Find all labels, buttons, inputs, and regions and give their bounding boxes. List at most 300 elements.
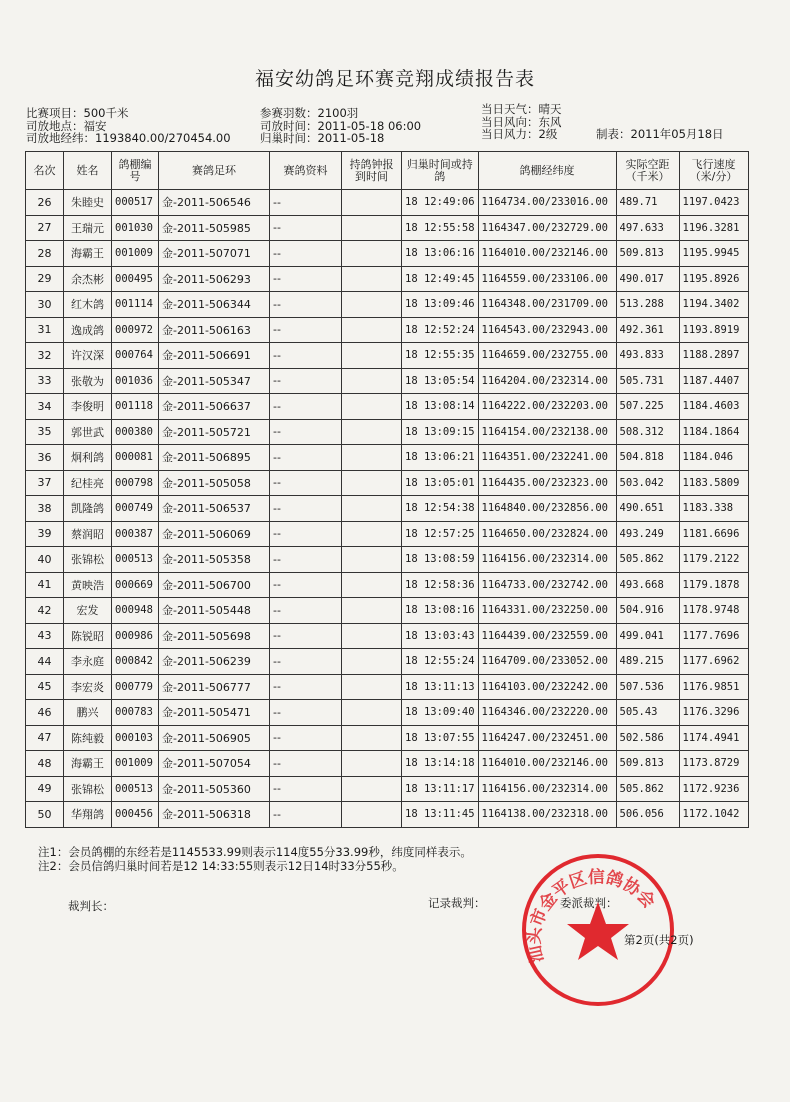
table-row xyxy=(26,649,749,675)
cell-loft: 000798 xyxy=(112,470,159,496)
cell-coord: 1164733.00/232742.00 xyxy=(478,572,616,598)
cell-loft: 000764 xyxy=(112,343,159,369)
cell-time: 18 12:57:25 xyxy=(402,521,479,547)
cell-coord: 1164435.00/232323.00 xyxy=(478,470,616,496)
cell-speed: 1176.9851 xyxy=(679,674,748,700)
cell-ring: 金-2011-506069 xyxy=(159,521,270,547)
cell-clock xyxy=(342,445,402,471)
cell-speed: 1178.9748 xyxy=(679,598,748,624)
cell-info: -- xyxy=(270,521,342,547)
cell-info: -- xyxy=(270,317,342,343)
cell-dist: 506.056 xyxy=(616,802,679,828)
cell-name: 蔡润昭 xyxy=(64,521,112,547)
cell-rank: 48 xyxy=(26,751,64,777)
cell-info: -- xyxy=(270,776,342,802)
table-row xyxy=(26,419,749,445)
cell-speed: 1184.1864 xyxy=(679,419,748,445)
cell-rank: 36 xyxy=(26,445,64,471)
cell-ring: 金-2011-505698 xyxy=(159,623,270,649)
table-row xyxy=(26,394,749,420)
cell-dist: 490.651 xyxy=(616,496,679,522)
cell-ring: 金-2011-507071 xyxy=(159,241,270,267)
cell-info: -- xyxy=(270,394,342,420)
cell-clock xyxy=(342,802,402,828)
cell-loft: 001009 xyxy=(112,241,159,267)
cell-rank: 31 xyxy=(26,317,64,343)
cell-clock xyxy=(342,776,402,802)
return-date: 归巢时间：2011-05-18 xyxy=(260,131,385,145)
cell-name: 陈锐昭 xyxy=(64,623,112,649)
wind-direction: 当日风向：东风 xyxy=(481,114,562,129)
cell-loft: 000517 xyxy=(112,190,159,216)
cell-speed: 1188.2897 xyxy=(679,343,748,369)
cell-time: 18 13:05:01 xyxy=(402,470,479,496)
table-row xyxy=(26,266,749,292)
cell-coord: 1164351.00/232241.00 xyxy=(478,445,616,471)
seal-text-path: 汕头市金平区信鸽协会 xyxy=(524,867,659,965)
cell-time: 18 12:49:06 xyxy=(402,190,479,216)
entry-count: 参赛羽数：2100羽 xyxy=(260,106,359,120)
cell-time: 18 13:14:18 xyxy=(402,751,479,777)
table-row xyxy=(26,496,749,522)
col-clock: 持鸽钟报到时间 xyxy=(342,152,402,190)
wind-force: 当日风力：2级 xyxy=(481,127,558,141)
col-name: 姓名 xyxy=(64,152,112,190)
cell-clock xyxy=(342,241,402,267)
cell-coord: 1164010.00/232146.00 xyxy=(478,241,616,267)
table-row xyxy=(26,521,749,547)
cell-ring: 金-2011-505471 xyxy=(159,700,270,726)
cell-name: 陈纯毅 xyxy=(64,725,112,751)
cell-info: -- xyxy=(270,649,342,675)
cell-coord: 1164138.00/232318.00 xyxy=(478,802,616,828)
cell-time: 18 13:08:14 xyxy=(402,394,479,420)
cell-loft: 000513 xyxy=(112,776,159,802)
cell-speed: 1194.3402 xyxy=(679,292,748,318)
cell-speed: 1184.4603 xyxy=(679,394,748,420)
cell-ring: 金-2011-505347 xyxy=(159,368,270,394)
cell-info: -- xyxy=(270,343,342,369)
cell-coord: 1164439.00/232559.00 xyxy=(478,623,616,649)
cell-ring: 金-2011-505358 xyxy=(159,547,270,573)
cell-rank: 26 xyxy=(26,190,64,216)
cell-name: 黄映浩 xyxy=(64,572,112,598)
cell-info: -- xyxy=(270,266,342,292)
cell-rank: 43 xyxy=(26,623,64,649)
cell-clock xyxy=(342,292,402,318)
table-row xyxy=(26,802,749,828)
cell-dist: 505.731 xyxy=(616,368,679,394)
cell-loft: 000495 xyxy=(112,266,159,292)
results-table xyxy=(25,151,749,828)
cell-time: 18 13:11:17 xyxy=(402,776,479,802)
cell-dist: 507.536 xyxy=(616,674,679,700)
cell-dist: 489.215 xyxy=(616,649,679,675)
cell-loft: 000387 xyxy=(112,521,159,547)
cell-clock xyxy=(342,674,402,700)
cell-speed: 1174.4941 xyxy=(679,725,748,751)
cell-speed: 1183.338 xyxy=(679,496,748,522)
cell-name: 李永庭 xyxy=(64,649,112,675)
cell-info: -- xyxy=(270,572,342,598)
cell-loft: 000779 xyxy=(112,674,159,700)
release-coords: 司放地经纬：1193840.00/270454.00 xyxy=(26,131,231,145)
cell-dist: 490.017 xyxy=(616,266,679,292)
cell-clock xyxy=(342,725,402,751)
cell-dist: 499.041 xyxy=(616,623,679,649)
cell-speed: 1177.6962 xyxy=(679,649,748,675)
cell-loft: 000081 xyxy=(112,445,159,471)
cell-name: 郭世武 xyxy=(64,419,112,445)
cell-speed: 1172.9236 xyxy=(679,776,748,802)
cell-dist: 504.916 xyxy=(616,598,679,624)
cell-dist: 497.633 xyxy=(616,215,679,241)
col-time: 归巢时间或持鸽 xyxy=(402,152,479,190)
table-row xyxy=(26,317,749,343)
cell-loft: 000948 xyxy=(112,598,159,624)
cell-info: -- xyxy=(270,674,342,700)
cell-ring: 金-2011-505985 xyxy=(159,215,270,241)
cell-coord: 1164348.00/231709.00 xyxy=(478,292,616,318)
table-header xyxy=(26,152,749,190)
cell-loft: 001114 xyxy=(112,292,159,318)
race-info-middle xyxy=(260,107,421,145)
cell-ring: 金-2011-506344 xyxy=(159,292,270,318)
cell-rank: 38 xyxy=(26,496,64,522)
cell-loft: 001118 xyxy=(112,394,159,420)
cell-time: 18 13:11:13 xyxy=(402,674,479,700)
cell-ring: 金-2011-506777 xyxy=(159,674,270,700)
cell-coord: 1164154.00/232138.00 xyxy=(478,419,616,445)
cell-rank: 34 xyxy=(26,394,64,420)
cell-rank: 46 xyxy=(26,700,64,726)
cell-name: 李俊明 xyxy=(64,394,112,420)
cell-info: -- xyxy=(270,547,342,573)
cell-dist: 505.43 xyxy=(616,700,679,726)
cell-ring: 金-2011-505360 xyxy=(159,776,270,802)
cell-name: 朱睦史 xyxy=(64,190,112,216)
cell-dist: 509.813 xyxy=(616,241,679,267)
cell-time: 18 12:52:24 xyxy=(402,317,479,343)
cell-rank: 27 xyxy=(26,215,64,241)
cell-loft: 000749 xyxy=(112,496,159,522)
cell-time: 18 13:09:15 xyxy=(402,419,479,445)
cell-name: 王瑞元 xyxy=(64,215,112,241)
cell-coord: 1164010.00/232146.00 xyxy=(478,751,616,777)
cell-time: 18 13:05:54 xyxy=(402,368,479,394)
cell-rank: 45 xyxy=(26,674,64,700)
table-row xyxy=(26,623,749,649)
official-seal xyxy=(518,850,678,1010)
cell-clock xyxy=(342,394,402,420)
cell-clock xyxy=(342,317,402,343)
cell-ring: 金-2011-506700 xyxy=(159,572,270,598)
cell-dist: 489.71 xyxy=(616,190,679,216)
cell-loft: 000380 xyxy=(112,419,159,445)
table-row xyxy=(26,368,749,394)
cell-info: -- xyxy=(270,190,342,216)
cell-clock xyxy=(342,496,402,522)
cell-dist: 493.833 xyxy=(616,343,679,369)
page-title: 福安幼鸽足环赛竞翔成绩报告表 xyxy=(254,68,535,90)
cell-info: -- xyxy=(270,496,342,522)
col-coords: 鸽棚经纬度 xyxy=(478,152,616,190)
cell-info: -- xyxy=(270,700,342,726)
release-place: 司放地点：福安 xyxy=(26,118,107,133)
cell-clock xyxy=(342,343,402,369)
cell-info: -- xyxy=(270,751,342,777)
cell-clock xyxy=(342,470,402,496)
cell-clock xyxy=(342,368,402,394)
cell-name: 凯隆鸽 xyxy=(64,496,112,522)
cell-time: 18 12:54:38 xyxy=(402,496,479,522)
cell-coord: 1164709.00/233052.00 xyxy=(478,649,616,675)
cell-info: -- xyxy=(270,623,342,649)
cell-name: 余杰彬 xyxy=(64,266,112,292)
note-2: 注2：会员信鸽归巢时间若是12 14:33:55则表示12日14时33分55秒。 xyxy=(38,859,404,873)
cell-ring: 金-2011-506163 xyxy=(159,317,270,343)
cell-dist: 504.818 xyxy=(616,445,679,471)
cell-info: -- xyxy=(270,241,342,267)
page-number: 第2页(共2页) xyxy=(624,933,694,947)
cell-coord: 1164222.00/232203.00 xyxy=(478,394,616,420)
cell-speed: 1177.7696 xyxy=(679,623,748,649)
cell-speed: 1172.1042 xyxy=(679,802,748,828)
cell-ring: 金-2011-506537 xyxy=(159,496,270,522)
cell-ring: 金-2011-507054 xyxy=(159,751,270,777)
cell-rank: 47 xyxy=(26,725,64,751)
cell-clock xyxy=(342,598,402,624)
cell-clock xyxy=(342,547,402,573)
cell-dist: 502.586 xyxy=(616,725,679,751)
cell-coord: 1164650.00/232824.00 xyxy=(478,521,616,547)
cell-time: 18 13:09:46 xyxy=(402,292,479,318)
cell-speed: 1195.8926 xyxy=(679,266,748,292)
cell-ring: 金-2011-506895 xyxy=(159,445,270,471)
cell-coord: 1164734.00/233016.00 xyxy=(478,190,616,216)
cell-time: 18 13:03:43 xyxy=(402,623,479,649)
cell-name: 华翔鸽 xyxy=(64,802,112,828)
cell-name: 红木鸽 xyxy=(64,292,112,318)
cell-coord: 1164659.00/232755.00 xyxy=(478,343,616,369)
cell-loft: 000972 xyxy=(112,317,159,343)
table-row xyxy=(26,343,749,369)
cell-rank: 37 xyxy=(26,470,64,496)
cell-name: 逸成鸽 xyxy=(64,317,112,343)
cell-loft: 000842 xyxy=(112,649,159,675)
col-rank: 名次 xyxy=(26,152,64,190)
cell-dist: 505.862 xyxy=(616,776,679,802)
cell-speed: 1179.2122 xyxy=(679,547,748,573)
table-row xyxy=(26,445,749,471)
cell-dist: 509.813 xyxy=(616,751,679,777)
cell-loft: 000456 xyxy=(112,802,159,828)
col-ring: 赛鸽足环 xyxy=(159,152,270,190)
cell-coord: 1164347.00/232729.00 xyxy=(478,215,616,241)
cell-ring: 金-2011-505721 xyxy=(159,419,270,445)
cell-loft: 001030 xyxy=(112,215,159,241)
cell-clock xyxy=(342,572,402,598)
table-row xyxy=(26,470,749,496)
cell-coord: 1164346.00/232220.00 xyxy=(478,700,616,726)
cell-rank: 44 xyxy=(26,649,64,675)
table-row xyxy=(26,292,749,318)
cell-coord: 1164543.00/232943.00 xyxy=(478,317,616,343)
cell-rank: 42 xyxy=(26,598,64,624)
cell-info: -- xyxy=(270,419,342,445)
race-info-left xyxy=(26,107,231,145)
cell-coord: 1164559.00/233106.00 xyxy=(478,266,616,292)
cell-time: 18 13:06:21 xyxy=(402,445,479,471)
cell-name: 鹏兴 xyxy=(64,700,112,726)
cell-name: 海霸王 xyxy=(64,751,112,777)
table-row xyxy=(26,700,749,726)
col-loft: 鸽棚编号 xyxy=(112,152,159,190)
cell-name: 纪桂亮 xyxy=(64,470,112,496)
cell-dist: 507.225 xyxy=(616,394,679,420)
cell-time: 18 13:08:59 xyxy=(402,547,479,573)
cell-clock xyxy=(342,266,402,292)
cell-speed: 1196.3281 xyxy=(679,215,748,241)
cell-speed: 1183.5809 xyxy=(679,470,748,496)
cell-speed: 1181.6696 xyxy=(679,521,748,547)
table-row xyxy=(26,776,749,802)
table-row xyxy=(26,215,749,241)
cell-dist: 503.042 xyxy=(616,470,679,496)
cell-rank: 50 xyxy=(26,802,64,828)
seal-star-icon xyxy=(567,902,629,960)
cell-coord: 1164331.00/232250.00 xyxy=(478,598,616,624)
table-row xyxy=(26,190,749,216)
cell-time: 18 13:09:40 xyxy=(402,700,479,726)
table-row xyxy=(26,598,749,624)
cell-rank: 30 xyxy=(26,292,64,318)
col-speed: 飞行速度（米/分） xyxy=(679,152,748,190)
cell-loft: 000513 xyxy=(112,547,159,573)
cell-speed: 1179.1878 xyxy=(679,572,748,598)
cell-rank: 35 xyxy=(26,419,64,445)
cell-time: 18 13:06:16 xyxy=(402,241,479,267)
cell-info: -- xyxy=(270,725,342,751)
cell-clock xyxy=(342,751,402,777)
cell-dist: 492.361 xyxy=(616,317,679,343)
table-row xyxy=(26,751,749,777)
cell-coord: 1164103.00/232242.00 xyxy=(478,674,616,700)
cell-dist: 505.862 xyxy=(616,547,679,573)
cell-dist: 493.668 xyxy=(616,572,679,598)
cell-time: 18 12:49:45 xyxy=(402,266,479,292)
cell-ring: 金-2011-506691 xyxy=(159,343,270,369)
cell-coord: 1164840.00/232856.00 xyxy=(478,496,616,522)
cell-ring: 金-2011-506293 xyxy=(159,266,270,292)
cell-ring: 金-2011-505058 xyxy=(159,470,270,496)
cell-clock xyxy=(342,190,402,216)
cell-loft: 001009 xyxy=(112,751,159,777)
cell-loft: 000103 xyxy=(112,725,159,751)
cell-ring: 金-2011-506546 xyxy=(159,190,270,216)
cell-name: 张锦松 xyxy=(64,547,112,573)
cell-coord: 1164247.00/232451.00 xyxy=(478,725,616,751)
cell-info: -- xyxy=(270,470,342,496)
cell-coord: 1164204.00/232314.00 xyxy=(478,368,616,394)
cell-info: -- xyxy=(270,368,342,394)
race-info-right xyxy=(481,103,562,141)
table-row xyxy=(26,725,749,751)
cell-info: -- xyxy=(270,598,342,624)
cell-rank: 40 xyxy=(26,547,64,573)
cell-loft: 000669 xyxy=(112,572,159,598)
cell-speed: 1195.9945 xyxy=(679,241,748,267)
cell-loft: 000783 xyxy=(112,700,159,726)
cell-clock xyxy=(342,649,402,675)
cell-dist: 513.288 xyxy=(616,292,679,318)
cell-ring: 金-2011-506905 xyxy=(159,725,270,751)
cell-info: -- xyxy=(270,802,342,828)
cell-rank: 28 xyxy=(26,241,64,267)
table-row xyxy=(26,572,749,598)
cell-time: 18 12:55:35 xyxy=(402,343,479,369)
cell-clock xyxy=(342,215,402,241)
cell-coord: 1164156.00/232314.00 xyxy=(478,547,616,573)
cell-speed: 1173.8729 xyxy=(679,751,748,777)
cell-info: -- xyxy=(270,215,342,241)
cell-rank: 29 xyxy=(26,266,64,292)
cell-speed: 1193.8919 xyxy=(679,317,748,343)
footnotes xyxy=(38,845,472,873)
cell-info: -- xyxy=(270,445,342,471)
col-info: 赛鸽资料 xyxy=(270,152,342,190)
table-row xyxy=(26,547,749,573)
weather: 当日天气：晴天 xyxy=(481,102,562,116)
cell-name: 海霸王 xyxy=(64,241,112,267)
cell-ring: 金-2011-506318 xyxy=(159,802,270,828)
chief-judge-label: 裁判长： xyxy=(68,899,114,913)
release-time: 司放时间：2011-05-18 06:00 xyxy=(260,118,422,133)
cell-clock xyxy=(342,623,402,649)
cell-time: 18 12:58:36 xyxy=(402,572,479,598)
cell-speed: 1197.0423 xyxy=(679,190,748,216)
cell-rank: 33 xyxy=(26,368,64,394)
cell-speed: 1184.046 xyxy=(679,445,748,471)
cell-name: 宏发 xyxy=(64,598,112,624)
cell-rank: 39 xyxy=(26,521,64,547)
cell-loft: 000986 xyxy=(112,623,159,649)
cell-ring: 金-2011-506239 xyxy=(159,649,270,675)
cell-time: 18 12:55:58 xyxy=(402,215,479,241)
note-1: 注1：会员鸽棚的东经若是1145533.99则表示114度55分33.99秒，纬度同样表示。 xyxy=(38,845,472,859)
cell-name: 许汉深 xyxy=(64,343,112,369)
race-event: 比赛项目：500千米 xyxy=(26,106,129,120)
cell-time: 18 13:08:16 xyxy=(402,598,479,624)
cell-rank: 49 xyxy=(26,776,64,802)
made-date: 制表：2011年05月18日 xyxy=(596,127,724,141)
cell-rank: 32 xyxy=(26,343,64,369)
cell-name: 张锦松 xyxy=(64,776,112,802)
cell-dist: 493.249 xyxy=(616,521,679,547)
cell-clock xyxy=(342,521,402,547)
cell-time: 18 13:11:45 xyxy=(402,802,479,828)
cell-ring: 金-2011-506637 xyxy=(159,394,270,420)
table-row xyxy=(26,241,749,267)
cell-coord: 1164156.00/232314.00 xyxy=(478,776,616,802)
cell-time: 18 12:55:24 xyxy=(402,649,479,675)
cell-time: 18 13:07:55 xyxy=(402,725,479,751)
cell-clock xyxy=(342,700,402,726)
cell-dist: 508.312 xyxy=(616,419,679,445)
cell-name: 李宏炎 xyxy=(64,674,112,700)
cell-speed: 1176.3296 xyxy=(679,700,748,726)
cell-info: -- xyxy=(270,292,342,318)
